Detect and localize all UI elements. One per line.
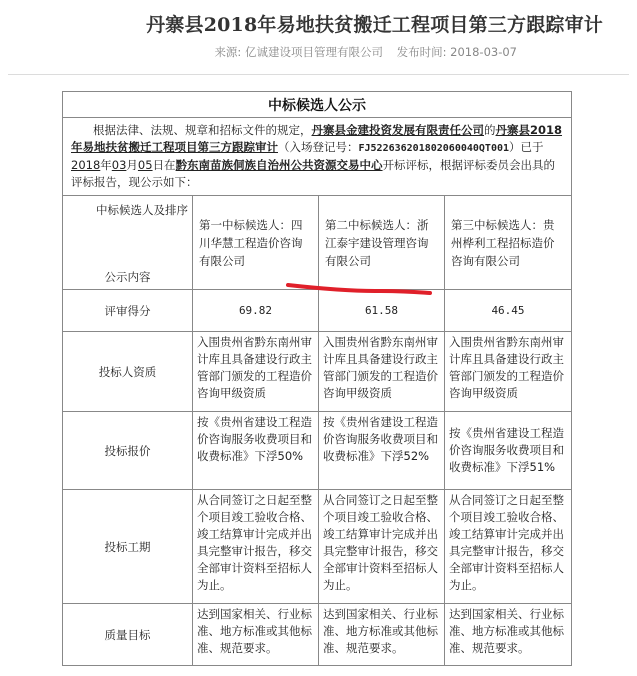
venue-name: 黔东南苗族侗族自治州公共资源交易中心 <box>175 158 383 172</box>
header-corner-cell <box>63 196 193 290</box>
notice-intro: 根据法律、法规、规章和招标文件的规定，丹寨县金建投资发展有限责任公司的丹寨县2018年易地扶贫搬迁工程项目第三方跟踪审计（入场登记号：FJ522636201802060040QT001）已于2018年03月05日在黔东南苗族侗族自治州公共资源交易中心开标评标，根据评标委员会出具的评标报告，现公示如下： <box>63 118 572 196</box>
candidate-3: 第三中标候选人：贵州桦利工程招标造价咨询有限公司 <box>445 196 572 290</box>
article-publish-time: 发布时间: 2018-03-07 <box>396 45 517 59</box>
title-divider <box>8 74 629 75</box>
row-label-quality: 质量目标 <box>63 604 193 666</box>
qualification-cell: 入围贵州省黔东南州审计库且具备建设行政主管部门颁发的工程造价咨询甲级资质 <box>193 332 319 412</box>
row-label-score: 评审得分 <box>63 290 193 332</box>
row-label-qualification: 投标人资质 <box>63 332 193 412</box>
duration-cell: 从合同签订之日起至整个项目竣工验收合格、竣工结算审计完成并出具完整审计报告，移交全部审计资料至招标人为止。 <box>193 490 319 604</box>
table-row <box>63 490 572 604</box>
corner-bottom-label: 公示内容 <box>104 270 151 284</box>
table-row <box>63 332 572 412</box>
duration-cell: 从合同签订之日起至整个项目竣工验收合格、竣工结算审计完成并出具完整审计报告，移交全部审计资料至招标人为止。 <box>319 490 445 604</box>
candidate-2: 第二中标候选人：浙江泰宇建设管理咨询有限公司 <box>319 196 445 290</box>
table-row <box>63 412 572 490</box>
notice-table <box>62 91 572 666</box>
score-cell: 61.58 <box>319 290 445 332</box>
bid-price-cell: 按《贵州省建设工程造价咨询服务收费项目和收费标准》下浮52% <box>319 412 445 490</box>
project-name: 丹寨县2018年易地扶贫搬迁工程项目第三方跟踪审计 <box>71 123 563 154</box>
score-cell: 69.82 <box>193 290 319 332</box>
duration-cell: 从合同签订之日起至整个项目竣工验收合格、竣工结算审计完成并出具完整审计报告，移交全部审计资料至招标人为止。 <box>445 490 572 604</box>
score-cell: 46.45 <box>445 290 572 332</box>
bid-price-cell: 按《贵州省建设工程造价咨询服务收费项目和收费标准》下浮50% <box>193 412 319 490</box>
notice-heading: 中标候选人公示 <box>63 92 572 118</box>
article-title: 丹寨县2018年易地扶贫搬迁工程项目第三方跟踪审计 <box>146 14 603 36</box>
row-label-bid-price: 投标报价 <box>63 412 193 490</box>
qualification-cell: 入围贵州省黔东南州审计库且具备建设行政主管部门颁发的工程造价咨询甲级资质 <box>319 332 445 412</box>
table-row <box>63 604 572 666</box>
open-day: 05 <box>137 158 153 172</box>
quality-cell: 达到国家相关、行业标准、地方标准或其他标准、规范要求。 <box>193 604 319 666</box>
article-meta <box>214 44 517 60</box>
red-underline-stroke <box>288 285 430 293</box>
quality-cell: 达到国家相关、行业标准、地方标准或其他标准、规范要求。 <box>319 604 445 666</box>
tenderer-name: 丹寨县金建投资发展有限责任公司 <box>311 123 484 137</box>
open-month: 03 <box>111 158 127 172</box>
red-underline-annotation <box>285 279 435 299</box>
article-source: 来源: 亿诚建设项目管理有限公司 <box>214 45 383 59</box>
candidate-1: 第一中标候选人：四川华慧工程造价咨询有限公司 <box>193 196 319 290</box>
qualification-cell: 入围贵州省黔东南州审计库且具备建设行政主管部门颁发的工程造价咨询甲级资质 <box>445 332 572 412</box>
corner-top-label: 中标候选人及排序 <box>96 203 188 217</box>
bid-price-cell: 按《贵州省建设工程造价咨询服务收费项目和收费标准》下浮51% <box>445 412 572 490</box>
row-label-duration: 投标工期 <box>63 490 193 604</box>
open-year: 2018 <box>71 158 101 172</box>
quality-cell: 达到国家相关、行业标准、地方标准或其他标准、规范要求。 <box>445 604 572 666</box>
registration-number: FJ522636201802060040QT001 <box>358 143 510 154</box>
